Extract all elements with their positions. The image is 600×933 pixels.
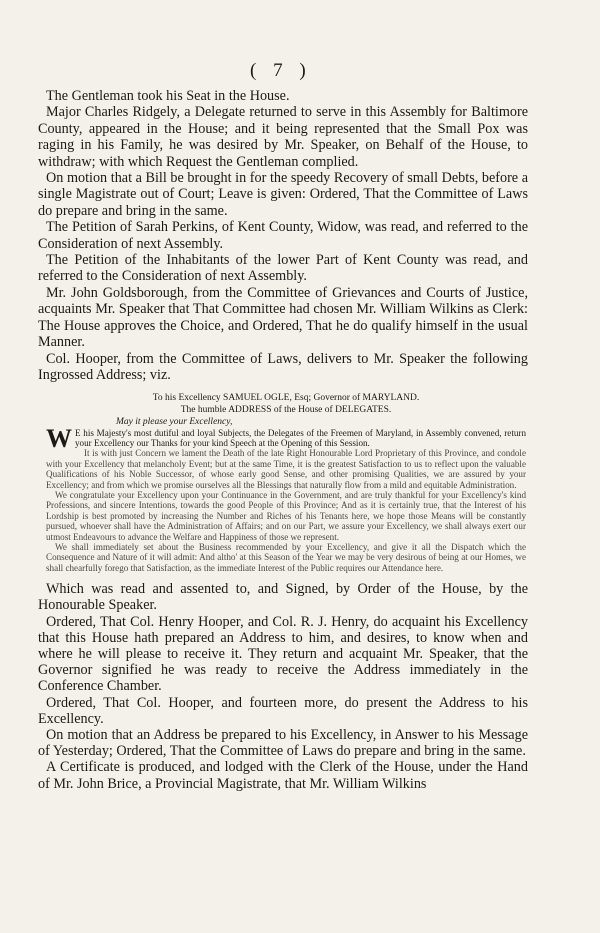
address-recipient: To his Excellency SAMUEL OGLE, Esq; Governor of MARYLAND. <box>152 393 420 404</box>
address-opening <box>46 423 526 453</box>
paragraph: Which was read and assented to, and Signed, by Order of the House, by the Honourable Speaker. <box>38 581 528 614</box>
paragraph: Col. Hooper, from the Committee of Laws, delivers to Mr. Speaker the following Ingrossed Address; viz. <box>38 350 528 383</box>
paragraph: The Gentleman took his Seat in the House. <box>46 88 290 104</box>
paragraph: The Petition of the Inhabitants of the lower Part of Kent County was read, and referred to the Consideration of next Assembly. <box>38 252 528 285</box>
address-paragraph: We shall immediately set about the Business recommended by your Excellency, and give it all the Dispatch which the Consequence and Nature of it will admit: And altho' at this Season of the Year we may be very desirous of being at our Homes, we shall chearfully forego that Satisfaction, as the immediate Interest of the Public requires our Attendance here. <box>46 542 526 573</box>
ingrossed-address <box>46 393 526 573</box>
paragraph: A Certificate is produced, and lodged with the Clerk of the House, under the Hand of Mr. John Brice, a Provincial Magistrate, that Mr. William Wilkins <box>38 759 528 792</box>
paragraph: The Petition of Sarah Perkins, of Kent County, Widow, was read, and referred to the Consideration of next Assembly. <box>38 219 528 252</box>
drop-cap: W <box>46 423 72 453</box>
paragraph: Major Charles Ridgely, a Delegate returned to serve in this Assembly for Baltimore County, appeared in the House; and it being represented that the Small Pox was raging in his Family, he was desired by Mr. Speaker, on Behalf of the House, to withdraw; with which Request the Gentleman complied. <box>38 104 528 170</box>
address-opening-text: E his Majesty's most dutiful and loyal Subjects, the Delegates of the Freemen of Maryland, in Assembly convened, return your Excellency our Thanks for your kind Speech at the Opening of this Session. <box>75 427 526 448</box>
journal-entries-bottom <box>38 581 528 792</box>
address-salutation: May it please your Excellency, <box>116 417 233 428</box>
paragraph: Ordered, That Col. Henry Hooper, and Col. R. J. Henry, do acquaint his Excellency that this House hath prepared an Address to him, and desires, to know when and where he will please to receive it. They return and acquaint Mr. Speaker, that the Governor signified he was ready to receive the Address immediately in the Conference Chamber. <box>38 613 528 695</box>
address-paragraph: It is with just Concern we lament the Death of the late Right Honourable Lord Proprietary of this Province, and condole with your Excellency that melancholy Event; but at the same Time, it is the greatest Satisfaction to us to reflect upon the valuable Qualifications of his Noble Successor, of whose early good Sense, and other promising Qualities, we are assured by your Excellency; and from which we promise ourselves all the Blessings that naturally flow from a mild and equitable Administration. <box>46 448 526 490</box>
journal-entries-top <box>38 88 528 383</box>
address-heading: The humble ADDRESS of the House of DELEGATES. <box>180 404 392 415</box>
paragraph: Mr. John Goldsborough, from the Committee of Grievances and Courts of Justice, acquaints Mr. Speaker that That Committee had chosen Mr. William Wilkins as Clerk: The House approves the Choice, and Ordered, That he do qualify himself in the usual Manner. <box>38 284 528 351</box>
paragraph: On motion that a Bill be brought in for the speedy Recovery of small Debts, before a single Magistrate out of Court; Leave is given: Ordered, That the Committee of Laws do prepare and bring in the same. <box>38 170 528 219</box>
address-paragraph: We congratulate your Excellency upon your Continuance in the Government, and are truly thankful for your Excellency's kind Professions, and sincere Intentions, towards the good People of this Province; And as it is certainly true, that the Interest of his Lordship is best promoted by increasing the Number and Riches of his Tenants here, we hope those Means will be constantly pursued, whoever shall have the Administration of Affairs; and on our Part, we assure your Excellency, we shall always exert our utmost Endeavours to advance the Welfare and Happiness of those we represent. <box>46 489 526 542</box>
paragraph: On motion that an Address be prepared to his Excellency, in Answer to his Message of Yesterday; Ordered, That the Committee of Laws do prepare and bring in the same. <box>38 727 528 760</box>
paragraph: Ordered, That Col. Hooper, and fourteen more, do present the Address to his Excellency. <box>38 694 528 727</box>
page-number: ( 7 ) <box>250 60 312 81</box>
